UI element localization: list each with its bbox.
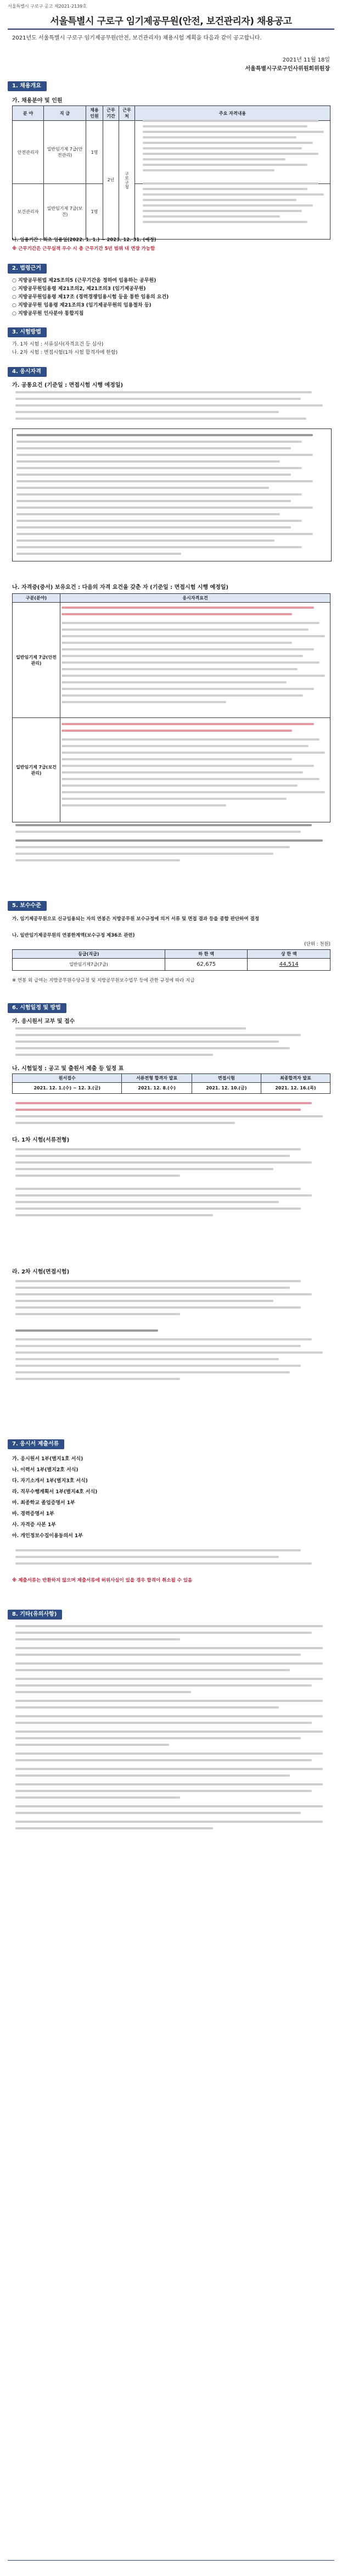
th-sched-apply: 원서접수 (13, 1074, 122, 1083)
section-2-header: 2. 법령근거 (8, 264, 47, 274)
sched-final: 2021. 12. 16.(목) (261, 1083, 330, 1094)
doc-item: 다. 자기소개서 1부(별지3호 서식) (12, 1478, 88, 1484)
th-sched-doc: 서류전형 합격자 발표 (122, 1074, 192, 1083)
footer-rule (8, 2560, 334, 2561)
qual-table (12, 593, 330, 822)
term-note: 나. 임용기간 : 최초 임용일(2022. 1. 1.) ~ 2023. 12. 31. (예정) (12, 237, 156, 243)
exam-list (12, 341, 330, 357)
doc-item: 사. 자격증 사본 1부 (12, 1522, 56, 1528)
term-extension-note: ※ 근무기간은 근무실적 우수 시 총 근무기간 5년 범위 내 연장 가능함 (12, 246, 155, 252)
sched-apply: 2021. 12. 1.(수) ~ 12. 3.(금) (13, 1083, 122, 1094)
th-qual: 주요 자격내용 (135, 106, 330, 121)
th-count: 채용 인원 (86, 106, 103, 121)
law-item: ○ 지방공무원임용령 제21조의2, 제21조의3 (임기제공무원) (12, 286, 146, 292)
pay-footnote: ※ 연봉 외 급여는 지방공무원수당규정 및 지방공무원보수업무 등에 관한 규정에 따라 지급 (12, 978, 195, 983)
section-8-header: 8. 기타(유의사항) (8, 1610, 62, 1620)
section-5-header: 5. 보수수준 (8, 901, 47, 911)
schedule-interview-round: 라. 2차 시험(면접시험) (12, 1269, 70, 1275)
law-list (12, 277, 330, 318)
row2-grade: 일반임기제 7급(보건) (44, 184, 86, 240)
docs-list (12, 1454, 330, 1542)
row2-field: 보건관리자 (13, 184, 44, 240)
doc-item: 바. 경력증명서 1부 (12, 1511, 54, 1517)
schedule-doc-round: 다. 1차 시험(서류전형) (12, 1137, 70, 1143)
row1-grade: 일반임기제 7급(안전관리) (44, 121, 86, 184)
th-pay-high: 상 한 액 (248, 950, 330, 959)
schedule-title: 나. 시험일정 : 공고 및 출원서 제출 등 일정 표 (12, 1066, 124, 1072)
schedule-apply: 가. 응시원서 교부 및 접수 (12, 1019, 75, 1025)
qual-common: 가. 공통요건 (기준일 : 면접시험 시행 예정일) (12, 382, 124, 388)
th-sched-interview: 면접시험 (192, 1074, 261, 1083)
intro-text: 2021년도 서울특별시 구로구 임기제공무원(안전, 보건관리자) 채용시험 계획을 다음과 같이 공고합니다. (12, 35, 262, 41)
row1-qual (135, 121, 330, 184)
qual-row-safety: 일반임기제 7급(안전관리) (13, 603, 60, 718)
pay-unit: (단위 : 천원) (304, 942, 330, 947)
row2-count: 1명 (86, 184, 103, 240)
law-item: ○ 지방공무원 인사분야 통합지침 (12, 311, 84, 316)
qual-row-safety-body (60, 603, 330, 718)
doc-item: 가. 응시원서 1부(별지1호 서식) (12, 1456, 83, 1462)
law-item: ○ 지방공무원 임용령 제21조의3 (임기제공무원의 임용절차 등) (12, 303, 152, 308)
section-1-header: 1. 채용개요 (8, 81, 47, 91)
th-qual-field: 구분(분야) (13, 594, 60, 603)
th-field: 분 야 (13, 106, 44, 121)
announcement-ref: 서울특별시 구로구 공고 제2021-2139호 (8, 4, 87, 9)
announce-date: 2021년 11월 18일 (282, 57, 330, 63)
schedule-table (12, 1073, 330, 1094)
doc-item: 마. 최종학교 졸업증명서 1부 (12, 1500, 75, 1506)
th-period: 근무 기간 (103, 106, 119, 121)
sched-doc: 2021. 12. 8.(수) (122, 1083, 192, 1094)
agency-name: 서울특별시구로구인사위원회위원장 (245, 66, 330, 72)
row-place: 구로구청 (119, 121, 135, 240)
qual-row-health: 일반임기제 7급(보건관리) (13, 718, 60, 822)
row-period: 2년 (103, 121, 119, 240)
qual-row-health-body (60, 718, 330, 822)
th-place: 근무 처 (119, 106, 135, 121)
th-sched-final: 최종합격자 발표 (261, 1074, 330, 1083)
pay-sub: 나. 일반임기제공무원의 연봉한계액(보수규정 제36조 관련) (12, 933, 135, 938)
section-4-header: 4. 응시자격 (8, 367, 47, 377)
th-grade: 직 급 (44, 106, 86, 121)
law-item: ○ 지방공무원법 제25조의5 (근무기간을 정하여 임용하는 공무원) (12, 278, 156, 283)
title-rule (8, 29, 334, 30)
section-6-header: 6. 시험일정 및 방법 (8, 1003, 66, 1013)
pay-intro: 가. 임기제공무원으로 신규임용되는 자의 연봉은 지방공무원 보수규정에 의거 서류 및 면접 결과 등을 종합 판단하여 결정 (12, 916, 259, 922)
exam-item: 가. 1차 시험 : 서류심사(자격요건 등 심사) (12, 342, 104, 347)
law-item: ○ 지방공무원임용령 제17조 (경력경쟁임용시험 등을 통한 임용의 요건) (12, 294, 169, 300)
th-qual-req: 응시자격요건 (60, 594, 330, 603)
doc-item: 라. 직무수행계획서 1부(별지4호 서식) (12, 1489, 98, 1495)
pay-grade: 일반임기제7급(7급) (13, 959, 165, 971)
exam-item: 나. 2차 시험 : 면접시험(1차 시험 합격자에 한함) (12, 350, 118, 355)
doc-item: 나. 이력서 1부(별지2호 서식) (12, 1467, 79, 1473)
sched-interview: 2021. 12. 10.(금) (192, 1083, 261, 1094)
doc-item: 아. 개인정보수집이용동의서 1부 (12, 1533, 83, 1539)
pay-high: 44,514 (248, 959, 330, 971)
pay-low: 62,675 (165, 959, 248, 971)
section-3-header: 3. 시험방법 (8, 327, 47, 337)
qual-license: 나. 자격증(증서) 보유요건 : 다음의 자격 요건을 갖춘 자 (기준일 : 면접시험 시행 예정일) (12, 585, 229, 591)
pay-table (12, 949, 330, 971)
row1-field: 안전관리자 (13, 121, 44, 184)
row1-count: 1명 (86, 121, 103, 184)
th-pay-low: 하 한 액 (165, 950, 248, 959)
page-title: 서울특별시 구로구 임기제공무원(안전, 보건관리자) 채용공고 (50, 16, 292, 27)
th-pay-grade: 등급(직급) (13, 950, 165, 959)
docs-warning: ※ 제출서류는 반환하지 않으며 제출서류에 허위사실이 있을 경우 합격이 취소될 수 있음 (12, 1578, 193, 1583)
section-1-sub: 가. 채용분야 및 인원 (12, 98, 63, 104)
section-7-header: 7. 응시서 제출서류 (8, 1439, 64, 1449)
